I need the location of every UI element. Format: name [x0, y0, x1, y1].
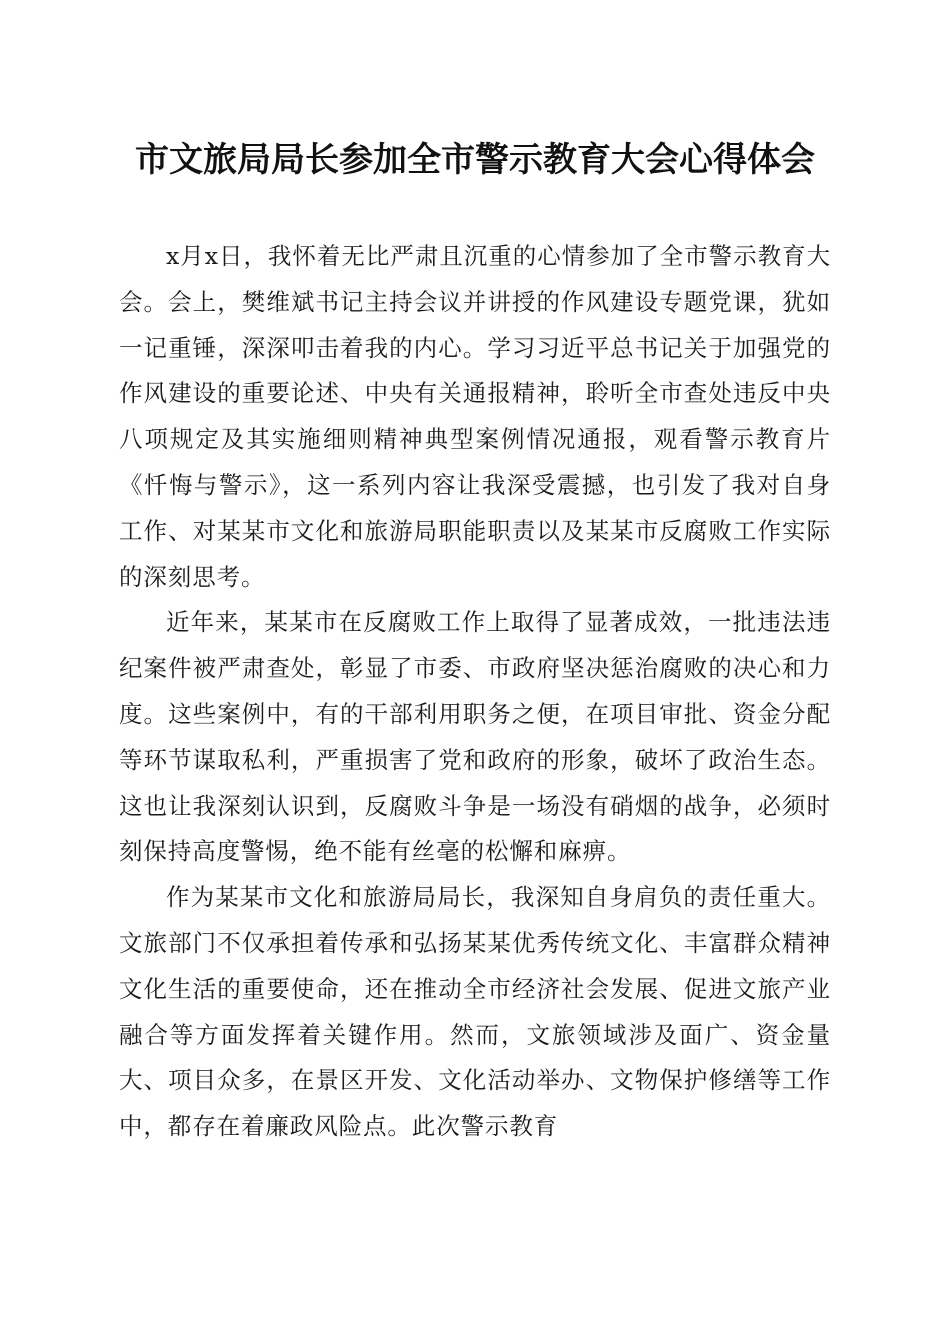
paragraph-1: x月x日，我怀着无比严肃且沉重的心情参加了全市警示教育大会。会上，樊维斌书记主持会议并讲授的作风建设专题党课，犹如一记重锤，深深叩击着我的内心。学习习近平总书记关于加强党的作风建设的重要论述、中央有关通报精神，聆听全市查处违反中央八项规定及其实施细则精神典型案例情况通报，观看警示教育片《忏悔与警示》，这一系列内容让我深受震撼，也引发了我对自身工作、对某某市文化和旅游局职能职责以及某某市反腐败工作实际的深刻思考。 — [119, 242, 831, 591]
paragraph-2: 近年来，某某市在反腐败工作上取得了显著成效，一批违法违纪案件被严肃查处，彰显了市委、市政府坚决惩治腐败的决心和力度。这些案例中，有的干部利用职务之便，在项目审批、资金分配等环节谋取私利，严重损害了党和政府的形象，破坏了政治生态。这也让我深刻认识到，反腐败斗争是一场没有硝烟的战争，必须时刻保持高度警惕，绝不能有丝毫的松懈和麻痹。 — [119, 608, 831, 866]
document-title: 市文旅局局长参加全市警示教育大会心得体会 — [135, 140, 815, 180]
paragraph-3: 作为某某市文化和旅游局局长，我深知自身肩负的责任重大。文旅部门不仅承担着传承和弘扬某某优秀传统文化、丰富群众精神文化生活的重要使命，还在推动全市经济社会发展、促进文旅产业融合等方面发挥着关键作用。然而，文旅领域涉及面广、资金量大、项目众多，在景区开发、文化活动举办、文物保护修缮等工作中，都存在着廉政风险点。此次警示教育 — [119, 883, 831, 1141]
document-body — [119, 234, 831, 1150]
